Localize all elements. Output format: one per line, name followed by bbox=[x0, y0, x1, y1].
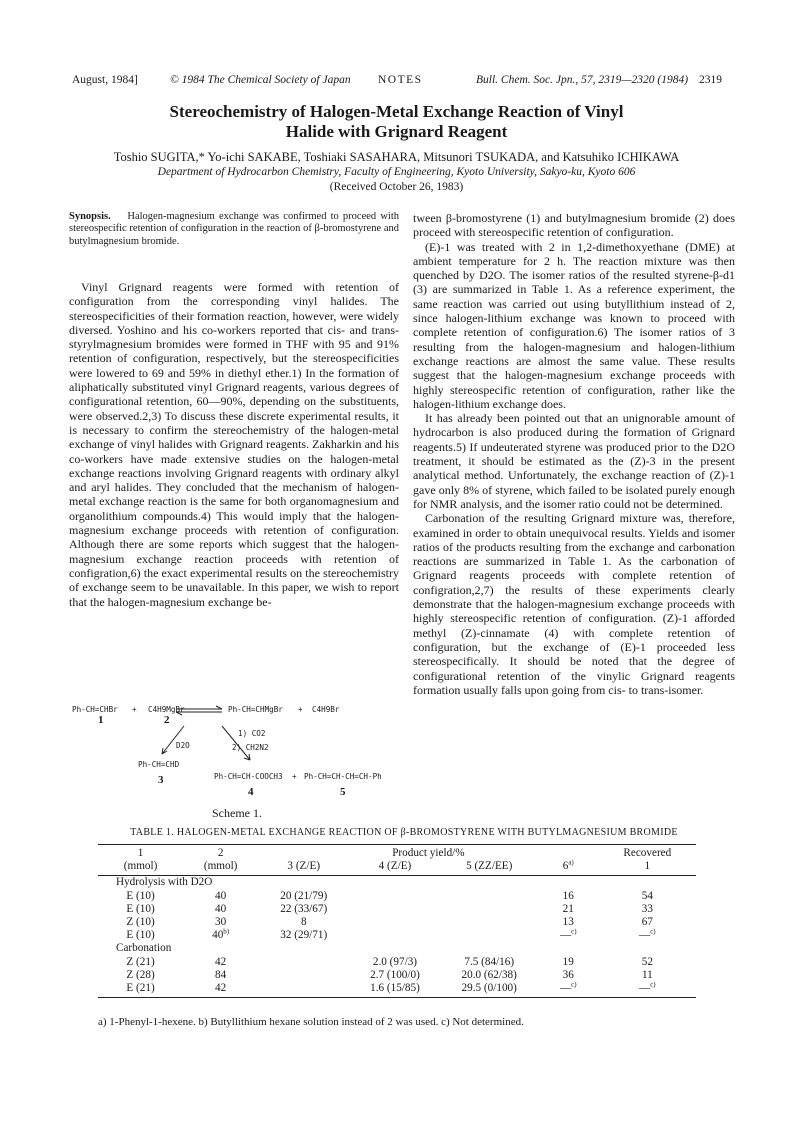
table-cell-p4: 1.6 (15/85) bbox=[349, 982, 440, 998]
table-row bbox=[98, 929, 696, 942]
compound-number-2: 2 bbox=[164, 714, 170, 726]
scheme-condition-ch2n2: 2) CH2N2 bbox=[232, 743, 269, 752]
table-cell-c2: 84 bbox=[215, 968, 227, 981]
table-cell-p6: 13 bbox=[562, 916, 574, 929]
compound-number-1: 1 bbox=[98, 714, 104, 726]
table-cell-rec: 52 bbox=[641, 955, 653, 968]
compound-number-5: 5 bbox=[340, 786, 346, 798]
col-header-recovered-1: 1 bbox=[599, 860, 696, 876]
header-page-number: 2319 bbox=[699, 74, 722, 86]
table-cell-c1: E (21) bbox=[98, 982, 183, 998]
table-cell-p6: 36 bbox=[562, 968, 574, 981]
table-cell-c2: 30 bbox=[215, 916, 227, 929]
table-cell-c1: E (10) bbox=[126, 902, 155, 915]
table-row bbox=[98, 969, 696, 982]
right-column bbox=[413, 211, 735, 697]
table-cell-p6: —$^{c)}$ bbox=[559, 927, 577, 942]
table-cell-c1: Z (28) bbox=[126, 968, 155, 981]
scheme-product-4: Ph-CH=CH-COOCH3 bbox=[214, 772, 283, 781]
header-copyright: © 1984 The Chemical Society of Japan bbox=[170, 74, 351, 86]
table-cell-c1: E (10) bbox=[126, 889, 155, 902]
table-cell-c2: 40 bbox=[215, 889, 227, 902]
table-cell-p4: 2.7 (100/0) bbox=[370, 968, 420, 981]
running-header bbox=[72, 74, 722, 90]
col-header-product-3: 3 (Z/E) bbox=[258, 860, 349, 876]
table-cell-c2: 42 bbox=[183, 982, 258, 998]
table-cell-p3: 8 bbox=[300, 916, 307, 929]
synopsis-label: Synopsis. bbox=[69, 211, 111, 222]
scheme-condition-co2: 1) CO2 bbox=[238, 729, 266, 738]
table-row bbox=[98, 903, 696, 916]
table-cell-p3 bbox=[258, 969, 349, 982]
table-cell-p3: 32 (29/71) bbox=[280, 929, 328, 942]
table-cell-rec: 54 bbox=[641, 889, 653, 902]
body-paragraph: It has already been pointed out that an unignorable amount of hydrocarbon is also produced during the formation of Grignard reagents.5) If undeuterated styrene was produced prior to the D2O treatment, it should be estimated as the (Z)-3 in the present analytical method. Unfortunately, the exchange reaction of (Z)-1 gave only 8% of styrene, which failed to be isolated purely enough for NMR analysis, and the isomer ratio could not be determined. bbox=[413, 411, 735, 511]
table-cell-p4 bbox=[349, 929, 440, 942]
compound-number-4: 4 bbox=[248, 786, 254, 798]
title-line-2: Halide with Grignard Reagent bbox=[285, 122, 508, 141]
body-paragraph: tween β-bromostyrene (1) and butylmagnesium bromide (2) does proceed with stereospecific retention of configuration. bbox=[413, 211, 735, 240]
scheme-product-grignard: Ph-CH=CHMgBr bbox=[228, 705, 283, 714]
scheme-product-5: Ph-CH=CH-CH=CH-Ph bbox=[304, 772, 382, 781]
table-cell-p4: 2.0 (97/3) bbox=[372, 955, 418, 968]
table-cell-p6: 21 bbox=[562, 902, 574, 915]
col-header-product: Product yield/% bbox=[258, 845, 599, 861]
table-cell-rec: 33 bbox=[641, 902, 653, 915]
table-cell-p6: 19 bbox=[562, 955, 574, 968]
reaction-scheme bbox=[72, 702, 402, 822]
scheme-product-3: Ph-CH=CHD bbox=[138, 760, 180, 769]
header-section: NOTES bbox=[378, 74, 423, 86]
body-paragraph: (E)-1 was treated with 2 in 1,2-dimethoxyethane (DME) at ambient temperature for 2 h. The reaction mixture was then quenched by D2O. The isomer ratios of the resulted styrene-β-d1 (3) are summarized in Table 1. As a reference experiment, the same reaction was carried out using butyllithium instead of 2, since halogen-lithium exchange was known to proceed with complete retention of configuration.6) The isomer ratios of 3 resulting from the halogen-magnesium and halogen-lithium exchange reactions are almost the same value. These results suggest that the halogen-magnesium exchange proceeds with highly stereospecific retention of configuration, rather like the halogen-lithium exchange does. bbox=[413, 239, 735, 411]
table-caption: TABLE 1. HALOGEN-METAL EXCHANGE REACTION OF β-BROMOSTYRENE WITH BUTYLMAGNESIUM BROMIDE bbox=[130, 827, 678, 838]
table-cell-c2: 40$^{b)}$ bbox=[212, 927, 230, 942]
scheme-plus: + bbox=[292, 772, 297, 781]
synopsis-block bbox=[69, 211, 399, 248]
table-group-label: Hydrolysis with D2O bbox=[116, 876, 213, 889]
table-cell-rec: —$^{c)}$ bbox=[599, 982, 696, 998]
table-group-label: Carbonation bbox=[116, 942, 172, 955]
author-list: Toshio SUGITA,* Yo-ichi SAKABE, Toshiaki SASAHARA, Mitsunori TSUKADA, and Katsuhiko ICHIKAWA bbox=[113, 150, 680, 164]
table-cell-rec: 67 bbox=[641, 916, 653, 929]
table-cell-p5 bbox=[441, 903, 538, 916]
col-header-1: 1 bbox=[98, 845, 183, 861]
table-row bbox=[98, 956, 696, 969]
paper-title bbox=[90, 102, 703, 142]
col-header-product-4: 4 (Z/E) bbox=[349, 860, 440, 876]
scheme-plus: + bbox=[132, 705, 137, 714]
scheme-plus: + bbox=[298, 705, 303, 714]
table-cell-c1: Z (21) bbox=[126, 955, 155, 968]
scheme-condition-d2o: D2O bbox=[176, 741, 190, 750]
table-cell-p5: 29.5 (0/100) bbox=[441, 982, 538, 998]
table-cell-p5 bbox=[441, 890, 538, 903]
left-column bbox=[69, 280, 399, 609]
table-cell-rec: 11 bbox=[641, 968, 653, 981]
table-cell-c2: 40 bbox=[215, 902, 227, 915]
table-cell-c1: E (10) bbox=[126, 929, 155, 942]
affiliation: Department of Hydrocarbon Chemistry, Faculty of Engineering, Kyoto University, Sakyo-ku, Kyoto 606 bbox=[157, 166, 636, 178]
table-cell-p3 bbox=[258, 956, 349, 969]
table-cell-p5: 20.0 (62/38) bbox=[461, 968, 517, 981]
table-cell-c2: 42 bbox=[215, 955, 227, 968]
table-row bbox=[98, 916, 696, 929]
synopsis-text: Halogen-magnesium exchange was confirmed to proceed with stereospecific retention of configuration in the reaction of β-bromostyrene and butylmagnesium bromide. bbox=[69, 211, 399, 247]
table-cell-rec: —$^{c)}$ bbox=[639, 927, 656, 942]
title-line-1: Stereochemistry of Halogen-Metal Exchange Reaction of Vinyl bbox=[169, 102, 624, 121]
body-paragraph: Vinyl Grignard reagents were formed with retention of configuration from the corresponding vinyl halides. The stereospecificities of their formation reaction, however, were widely diversed. Yoshino and his co-workers reported that cis- and trans-styrylmagnesium bromides were formed in THF with 95 and 91% retention of configuration, respectively, but the stereospecificities were lowered to 69 and 59% in diethyl ether.1) In the formation of aliphatically substituted vinyl Grignard reagents, various degrees of configurational retention, 60—90%, depending on the substituents, were observed.2,3) To discuss these discrete experimental results, it is necessary to confirm the stereochemistry of the halogen-metal exchange of vinyl halides with Grignard reagents. Zakharkin and his co-workers have made extensive studies on the halogen-metal exchange reactions involving Grignard reagents with ordinary alkyl and aryl halides. They concluded that the mechanism of halogen-metal exchange reaction is the same for both organomagnesium and organolithium compounds.4) This would imply that the halogen-magnesium exchange proceeds with retention of configuration. Although there are some reports which suggest that the halogen-magnesium exchange reaction proceeds with retention of configration,6) the exact experimental results on the stereochemistry of exchange seem to be unavailable. In this paper, we wish to report that the halogen-magnesium exchange be- bbox=[69, 280, 399, 609]
table-row bbox=[98, 982, 696, 998]
scheme-reactant-2: C4H9MgBr bbox=[148, 705, 185, 714]
table-cell-c1: Z (10) bbox=[126, 916, 155, 929]
table-cell-p3 bbox=[258, 982, 349, 998]
header-journal: Bull. Chem. Soc. Jpn., 57, 2319—2320 (1984) bbox=[476, 74, 689, 86]
header-date: August, 1984] bbox=[72, 74, 138, 86]
table-cell-p5 bbox=[441, 929, 538, 942]
col-header-product-5: 5 (ZZ/EE) bbox=[441, 860, 538, 876]
table-cell-p6: 16 bbox=[562, 889, 574, 902]
received-date: (Received October 26, 1983) bbox=[329, 181, 464, 193]
col-header-product-6: 6$^{a)}$ bbox=[538, 860, 599, 876]
col-header-mmol-1: (mmol) bbox=[98, 860, 183, 876]
col-header-2: 2 bbox=[183, 845, 258, 861]
body-paragraph: Carbonation of the resulting Grignard mixture was, therefore, examined in order to obtain unequivocal results. Yields and isomer ratios of the products resulting from the exchange and carbonation reactions are summarized in Table 1. As the carbonation of Grignard reagents proceeds with complete retention of configration,2,7) the results of these experiments clearly demonstrate that the halogen-magnesium exchange proceeds with highly stereospecific retention of configuration. (Z)-1 afforded methyl (Z)-cinnamate (4) with complete retention of configuration, but the exchange of (E)-1 proceeded less stereospecifically. It should be noted that the degree of configurational retention of the vinylic Grignard reagents formation usually falls upon going from cis- to trans-isomer. bbox=[413, 511, 735, 697]
scheme-product-bromide: C4H9Br bbox=[312, 705, 340, 714]
table-cell-p4 bbox=[349, 903, 440, 916]
table-cell-p6: —$^{c)}$ bbox=[538, 982, 599, 998]
table-cell-p3: 20 (21/79) bbox=[280, 889, 328, 902]
table-cell-p5 bbox=[441, 916, 538, 929]
table-cell-p4 bbox=[349, 890, 440, 903]
table-cell-p5: 7.5 (84/16) bbox=[464, 955, 515, 968]
table-cell-p4 bbox=[349, 916, 440, 929]
scheme-reactant-1: Ph-CH=CHBr bbox=[72, 705, 118, 714]
compound-number-3: 3 bbox=[158, 774, 164, 786]
results-table bbox=[98, 844, 696, 998]
col-header-mmol-2: (mmol) bbox=[183, 860, 258, 876]
table-footnote: a) 1-Phenyl-1-hexene. b) Butyllithium hexane solution instead of 2 was used. c) Not determined. bbox=[98, 1016, 524, 1028]
scheme-arrows bbox=[72, 702, 402, 802]
col-header-recovered: Recovered bbox=[599, 845, 696, 861]
table-row bbox=[98, 890, 696, 903]
scheme-caption: Scheme 1. bbox=[212, 806, 262, 820]
table-cell-p3: 22 (33/67) bbox=[280, 902, 328, 915]
